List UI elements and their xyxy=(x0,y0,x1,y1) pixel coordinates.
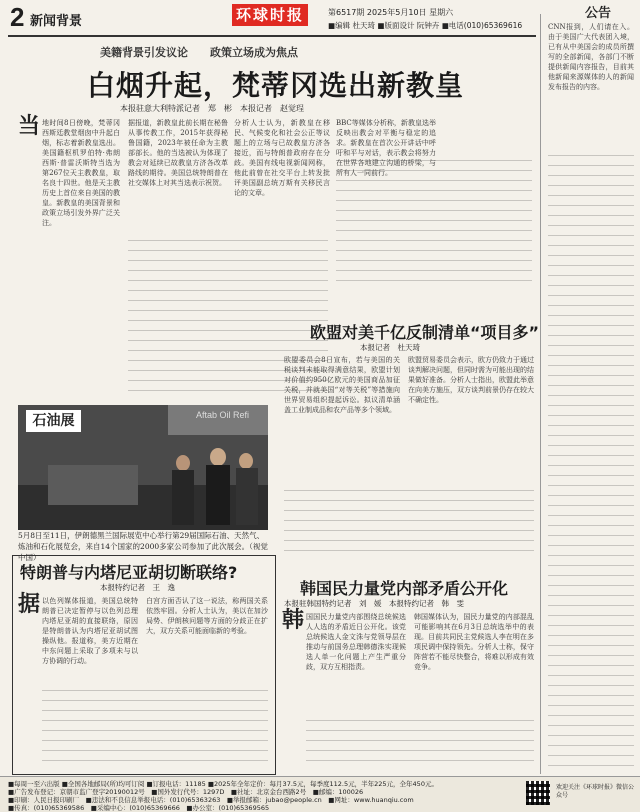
footer-line-3: ■印刷：人民日报印刷厂 ■违法和不良信息举报电话：(010)65363263 ■举报邮箱：jubao@people.cn ■网址：www.huanqiu.com xyxy=(8,796,414,804)
page-number: 2 xyxy=(10,2,25,32)
trump-article-col-2: 白宫方面否认了这一说法，称两国关系依然牢固。分析人士认为，美以在加沙局势、伊朗核问题等方面的分歧正在扩大，双方关系可能面临新的考验。 xyxy=(146,597,268,635)
header-divider xyxy=(8,35,536,37)
lead-col-2: 据报道，新教皇此前长期在秘鲁从事传教工作，2015年获得秘鲁国籍，2023年被任命为主教部部长。他的当选被认为体现了教会对延续已故教皇方济各改革路线的期待。美国总统特朗普在社交媒体上对其当选表示祝贺。 xyxy=(128,119,228,187)
qr-caption: 欢迎关注《环球时报》微信公众号 xyxy=(556,784,635,799)
photo-background-sign: Aftab Oil Refi xyxy=(196,410,250,420)
section-title: 新闻背景 xyxy=(30,14,83,29)
korea-article-text-block xyxy=(306,720,534,770)
lead-kicker: 美籍背景引发议论 政策立场成为焦点 xyxy=(100,46,298,59)
lead-col-4: BBC等媒体分析称，新教皇选举反映出教会对平衡与稳定的追求。新教皇在首次公开讲话中呼吁和平与对话，表示教会将努力在世界各地建立沟通的桥梁，与所有人一同前行。 xyxy=(336,119,436,177)
newspaper-logo: 环球时报 xyxy=(232,4,308,26)
eu-article-col-2: 欧盟贸易委员会表示，欧方仍致力于通过谈判解决问题，但同时需为可能出现的结果做好准备。分析人士指出，欧盟此举意在向美方施压，双方谈判前景仍存在较大不确定性。 xyxy=(408,356,534,404)
footer-line-2: ■广告发布登记：京朝市监广登字20190012号 ■国外发行代号：1297D ■社址：北京金台西路2号 ■邮编：100026 xyxy=(8,788,364,796)
korea-article-col-1: 国国民力量党内部围绕总统候选人人选的矛盾近日公开化。该党总统候选人金文洙与党领导层在推动与前国务总理韩德洙实现候选人单一化问题上产生严重分歧，双方互相指责。 xyxy=(306,613,406,671)
korea-article-dropcap: 韩 xyxy=(282,608,305,633)
lead-dropcap: 当 xyxy=(18,114,41,139)
right-column-divider xyxy=(540,14,541,774)
lead-byline: 本报驻意大利特派记者 郑 彬 本报记者 赵觉珵 xyxy=(120,104,304,113)
eu-article-byline: 本报记者 杜天琦 xyxy=(360,343,420,352)
photo-section-tag: 石油展 xyxy=(26,410,81,432)
footer-line-1: ■每周一至六出版 ■全国各地邮局(所)均可订阅 ■订报电话：11185 ■2025年全年定价：每月37.5元，每季度112.5元，半年225元，全年450元。 xyxy=(8,780,438,788)
lead-headline: 白烟升起，梵蒂冈选出新教皇 xyxy=(86,69,464,102)
right-column-text-block xyxy=(548,155,634,770)
right-column-lead: CNN报到，人们请在入。由于美国广大代表团入境，已有从中美国会的成员所撰写的全部新闻，各部门不断提供新闻内容报告，目前其他新闻来源媒体的人的新闻发布报告的内容。 xyxy=(548,23,634,91)
trump-article-col-1: 以色列媒体报道，美国总统特朗普已决定暂停与以色列总理内塔尼亚胡的直接联络，原因是特朗普认为内塔尼亚胡试图操纵他。报道称，美方近期在中东问题上采取了多项未与以方协调的行动。 xyxy=(42,597,138,665)
korea-article-title: 韩国民力量党内部矛盾公开化 xyxy=(300,579,509,598)
eu-article-col-1: 欧盟委员会8日宣布，若与美国的关税谈判未能取得满意结果，欧盟计划对价值约950亿欧元的美国商品加征关税，并就美国“对等关税”等措施向世界贸易组织提起诉讼。拟议清单涵盖工业制成品和农产品等多个领域。 xyxy=(284,356,400,414)
lead-col-1: 地时间8日傍晚，梵蒂冈西斯廷教堂烟囱中升起白烟，标志着新教皇选出。美国籍枢机罗伯特·弗朗西斯·普雷沃斯特当选为第267位天主教教皇，取名良十四世。他是天主教历史上首位来自美国的教皇。新教皇的美国背景和政策立场引发外界广泛关注。 xyxy=(42,119,120,227)
lead-col-3: 分析人士认为，新教皇在移民、气候变化和社会公正等议题上的立场与已故教皇方济各接近，而与特朗普政府存在分歧。美国有线电视新闻网称，他此前曾在社交平台上转发批评美国副总统万斯有关移民言论的文章。 xyxy=(234,119,330,197)
footer-line-4: ■传真：(010)65369586 ■采编中心：(010)65369666 ■办公室：(010)65369565 xyxy=(8,804,270,812)
lead-col-4-text-block xyxy=(336,160,532,290)
korea-article-col-2: 韩国媒体认为，国民力量党的内部混乱可能影响其在6月3日总统选举中的表现。目前共同民主党候选人李在明在多项民调中保持领先。分析人士称，保守阵营若不能尽快整合，将难以形成有效竞争。 xyxy=(414,613,534,671)
right-column-title: 公告 xyxy=(584,6,611,21)
trump-article-byline: 本报特约记者 王 逸 xyxy=(100,583,175,592)
issue-info: 第6517期 2025年5月10日 星期六 xyxy=(328,8,454,17)
trump-article-text-block xyxy=(42,690,268,768)
photo-credit: （视觉中国） xyxy=(18,542,268,562)
photo-caption-text: 5月8日至11日，伊朗德黑兰国际展览中心举行第29届国际石油、天然气、炼油和石化展览会，来自14个国家的2000多家公司参加了此次展会。 xyxy=(18,531,265,551)
trump-article-title: 特朗普与内塔尼亚胡切断联络? xyxy=(20,563,238,582)
trump-article-dropcap: 据 xyxy=(18,592,41,617)
eu-article-title: 欧盟对美千亿反制清单“项目多” xyxy=(310,323,540,342)
eu-article-text-block xyxy=(284,490,534,560)
qr-code xyxy=(526,781,550,805)
editor-info: ■编辑 杜天琦 ■版面设计 阮钟卉 ■电话(010)65369616 xyxy=(328,21,523,30)
korea-article-byline: 本报驻韩国特约记者 刘 媛 本报特约记者 韩 雯 xyxy=(284,599,464,608)
